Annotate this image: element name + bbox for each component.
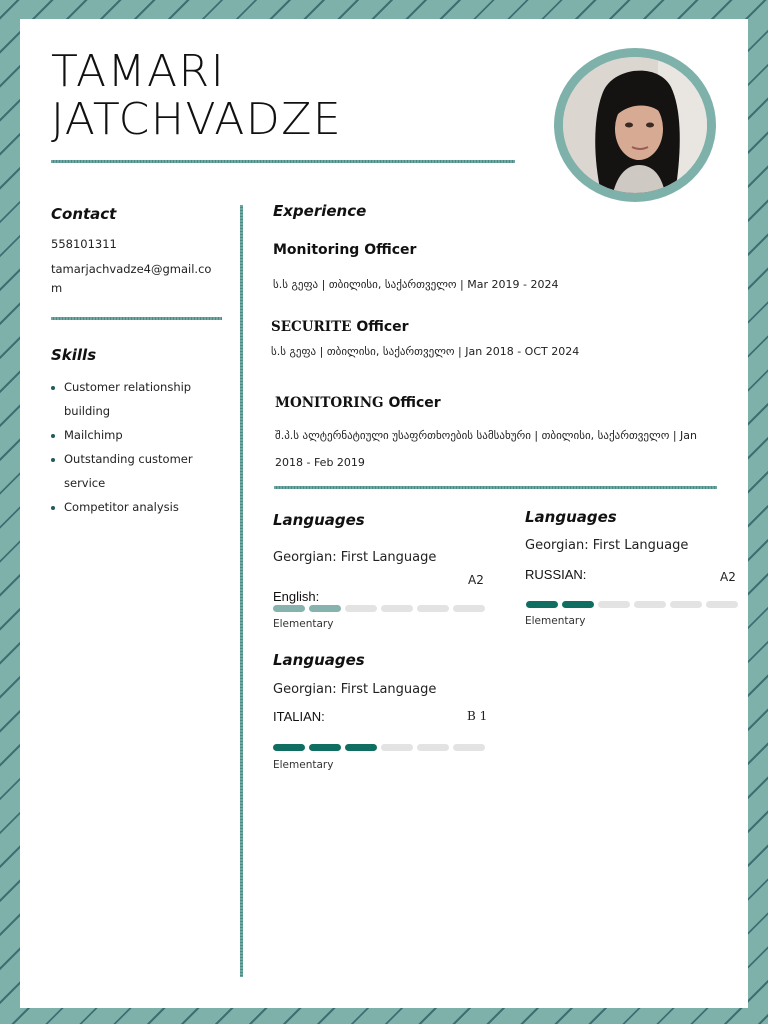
profile-photo xyxy=(563,57,707,193)
proficiency-segment xyxy=(598,601,630,608)
contact-email-line1: tamarjachvadze4@gmail.co xyxy=(51,262,212,276)
proficiency-segment xyxy=(381,744,413,751)
proficiency-segment xyxy=(273,605,305,612)
proficiency-segment xyxy=(526,601,558,608)
job-title: Monitoring Officer xyxy=(273,242,417,258)
first-language: Georgian: First Language xyxy=(525,538,689,553)
proficiency-segment xyxy=(309,605,341,612)
languages-heading: Languages xyxy=(525,508,617,526)
header-divider xyxy=(51,160,515,163)
proficiency-segment xyxy=(345,605,377,612)
proficiency-segment xyxy=(345,744,377,751)
job-title: MONITORING Officer xyxy=(275,395,441,411)
proficiency-bar xyxy=(526,601,738,608)
job-title: SECURITE Officer xyxy=(271,319,409,335)
proficiency-bar xyxy=(273,605,485,612)
column-divider xyxy=(240,205,243,977)
level-word: Elementary xyxy=(525,615,586,627)
profile-photo-frame xyxy=(554,48,716,202)
job-details: შ.პ.ს ალტერნატიული უსაფრთხოების სამსახური | თბილისი, საქართველო | Jan 2018 - Feb 2019 xyxy=(275,429,697,469)
skills-heading: Skills xyxy=(51,346,97,364)
contact-divider xyxy=(51,317,222,320)
experience-divider xyxy=(274,486,717,489)
skills-list xyxy=(51,375,221,519)
experience-heading: Experience xyxy=(273,202,367,220)
proficiency-segment xyxy=(417,744,449,751)
name-last: JATCHVADZE xyxy=(51,94,343,145)
candidate-name xyxy=(51,48,342,144)
contact-heading: Contact xyxy=(51,205,117,223)
job-details: ს.ს გეფა | თბილისი, საქართველო | Mar 2019 - 2024 xyxy=(273,278,559,291)
first-language: Georgian: First Language xyxy=(273,550,437,565)
proficiency-segment xyxy=(381,605,413,612)
skill-item: Mailchimp xyxy=(51,423,221,447)
skill-item: Customer relationship building xyxy=(51,375,221,423)
language-name: ITALIAN: xyxy=(273,709,325,724)
resume-page xyxy=(20,19,748,1008)
proficiency-segment xyxy=(706,601,738,608)
proficiency-segment xyxy=(634,601,666,608)
level-word: Elementary xyxy=(273,759,334,771)
job-details: ს.ს გეფა | თბილისი, საქართველო | Jan 2018 - OCT 2024 xyxy=(271,345,580,358)
contact-email xyxy=(51,262,211,295)
avatar-image xyxy=(563,57,707,193)
contact-phone: 558101311 xyxy=(51,237,117,251)
language-level: A2 xyxy=(720,570,736,584)
language-level: B 1 xyxy=(467,709,488,723)
languages-heading: Languages xyxy=(273,651,365,669)
proficiency-segment xyxy=(562,601,594,608)
skill-item: Competitor analysis xyxy=(51,495,221,519)
first-language: Georgian: First Language xyxy=(273,682,437,697)
skill-item: Outstanding customer service xyxy=(51,447,221,495)
level-word: Elementary xyxy=(273,618,334,630)
name-first: TAMARI xyxy=(51,46,226,97)
contact-email-line2: m xyxy=(51,281,63,295)
proficiency-segment xyxy=(453,744,485,751)
languages-heading: Languages xyxy=(273,511,365,529)
language-name: RUSSIAN: xyxy=(525,567,587,582)
proficiency-segment xyxy=(670,601,702,608)
proficiency-bar xyxy=(273,744,485,751)
language-name: English: xyxy=(273,589,320,604)
proficiency-segment xyxy=(453,605,485,612)
proficiency-segment xyxy=(273,744,305,751)
proficiency-segment xyxy=(417,605,449,612)
language-level: A2 xyxy=(468,573,484,587)
proficiency-segment xyxy=(309,744,341,751)
